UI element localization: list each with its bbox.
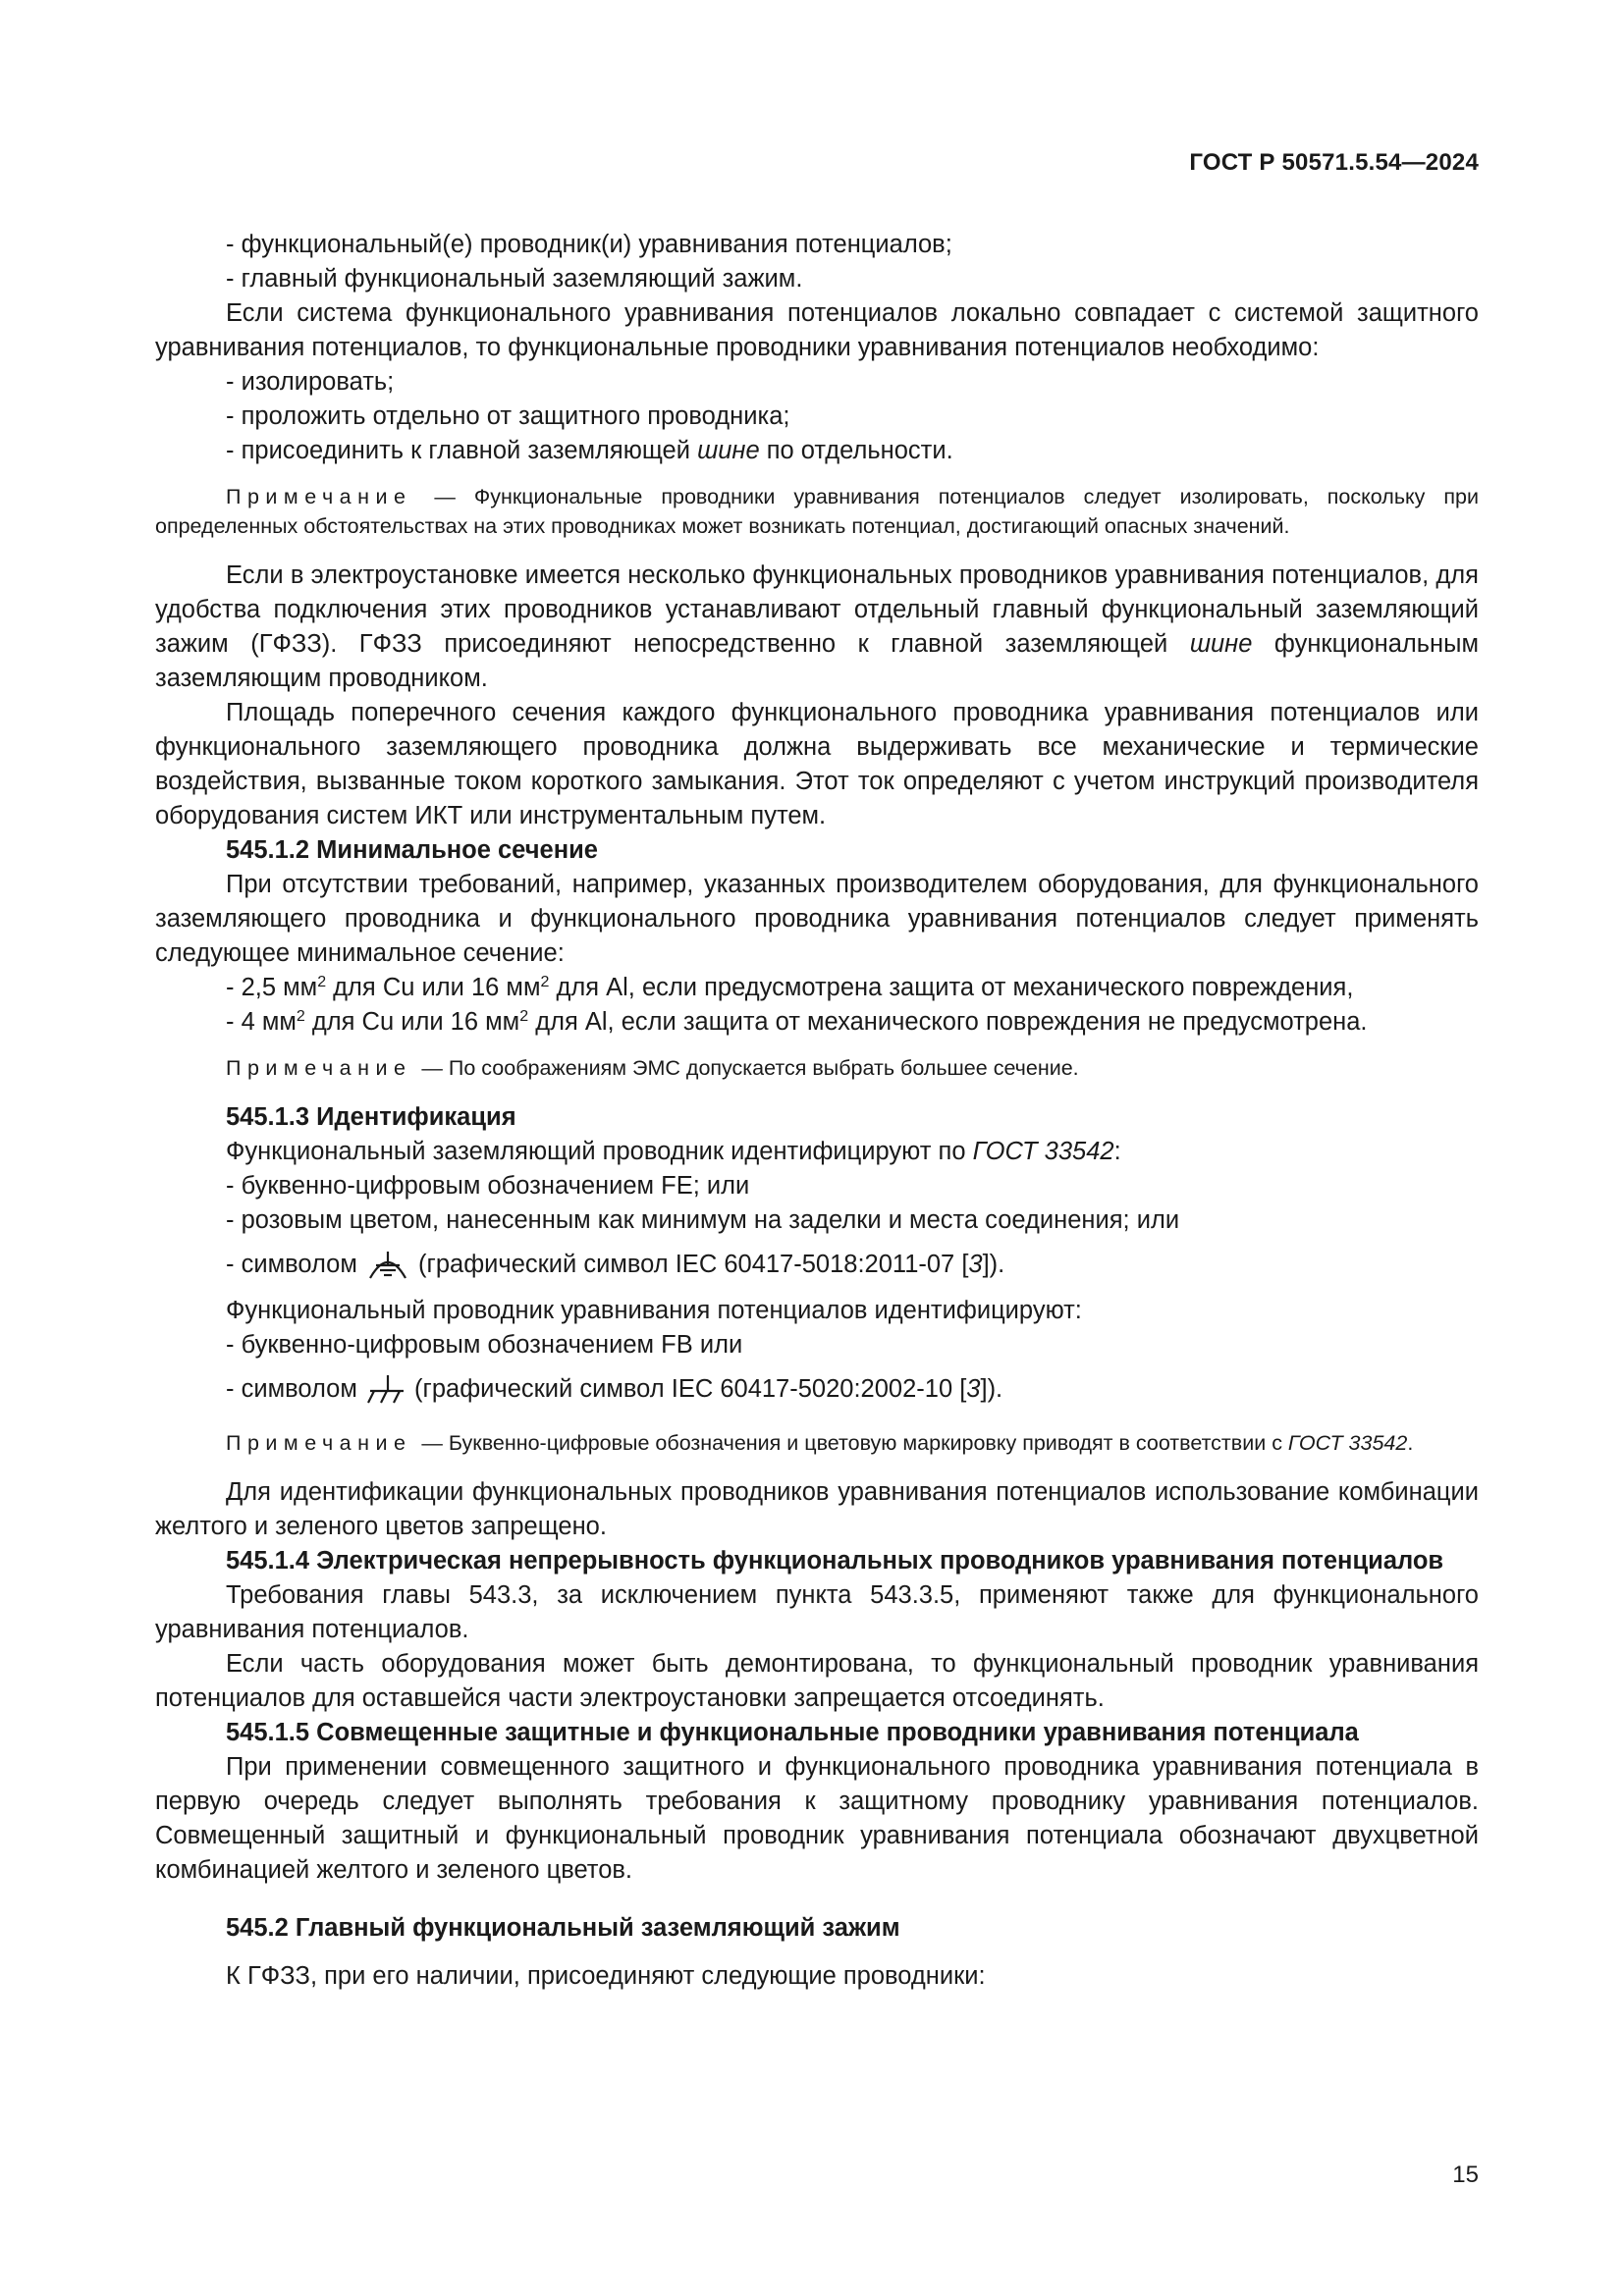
note-label: Примечание	[226, 1431, 412, 1455]
text: (графический символ IEC 60417-5020:2002-10 [	[406, 1375, 967, 1403]
document-header: ГОСТ Р 50571.5.54—2024	[1189, 149, 1479, 176]
paragraph: К ГФЗЗ, при его наличии, присоединяют следующие проводники:	[226, 1962, 986, 1990]
list-item: - главный функциональный заземляющий зажим.	[226, 265, 803, 293]
text: для Al, если предусмотрена защита от механического повреждения,	[549, 974, 1354, 1001]
list-item	[155, 1005, 1479, 1040]
section-heading: 545.1.2 Минимальное сечение	[226, 836, 598, 864]
section-heading: 545.1.4 Электрическая непрерывность функциональных проводников уравнивания потенциалов	[226, 1547, 1444, 1575]
note-label: Примечание	[226, 485, 412, 508]
spacer	[155, 1888, 1479, 1911]
page-number: 15	[1452, 2162, 1479, 2188]
list-item	[155, 971, 1479, 1005]
italic-term: шине	[1189, 630, 1253, 658]
paragraph: При отсутствии требований, например, указанных производителем оборудования, для функционального заземляющего проводника и функционального проводника уравнивания потенциалов следует применять следующее минимальное сечение:	[155, 871, 1479, 967]
text: функциональным заземляющим проводником.	[155, 630, 1479, 692]
list-item: - буквенно-цифровым обозначением FB или	[226, 1331, 743, 1359]
list-item: - проложить отдельно от защитного проводника;	[226, 402, 790, 430]
standard-ref: ГОСТ 33542	[972, 1138, 1114, 1165]
superscript: 2	[317, 974, 327, 990]
section-heading: 545.1.5 Совмещенные защитные и функциональные проводники уравнивания потенциала	[226, 1719, 1359, 1746]
list-item: - изолировать;	[226, 368, 395, 396]
text: ]).	[982, 1251, 1005, 1278]
text: Функциональный заземляющий проводник идентифицируют по	[226, 1138, 973, 1165]
text: для Al, если защита от механического повреждения не предусмотрена.	[528, 1008, 1368, 1036]
note-text: — Функциональные проводники уравнивания потенциалов следует изолировать, поскольку при определенных обстоятельствах на этих проводниках может возникать потенциал, достигающий опасных значений.	[155, 485, 1479, 538]
section-heading: 545.2 Главный функциональный заземляющий зажим	[226, 1914, 900, 1942]
list-item: - розовым цветом, нанесенным как минимум на заделки и места соединения; или	[226, 1206, 1180, 1234]
note-text: — По соображениям ЭМС допускается выбрать большее сечение.	[415, 1056, 1079, 1080]
citation: 3	[968, 1251, 983, 1278]
section-heading: 545.1.3 Идентификация	[226, 1103, 516, 1131]
note	[155, 1428, 1479, 1458]
text: по отдельности.	[759, 437, 953, 464]
text: - присоединить к главной заземляющей	[226, 437, 698, 464]
text: ]).	[980, 1375, 1003, 1403]
paragraph: При применении совмещенного защитного и функционального проводника уравнивания потенциала в первую очередь следует выполнять требования к защитному проводнику уравнивания потенциалов. Совмещенный защитный и функциональный проводник уравнивания потенциала обозначают двухцветной комбинацией желтого и зеленого цветов.	[155, 1753, 1479, 1884]
paragraph: Если часть оборудования может быть демонтирована, то функциональный проводник уравнивания потенциалов для оставшейся части электроустановки запрещается отсоединять.	[155, 1650, 1479, 1712]
list-item	[155, 1372, 1479, 1415]
paragraph: Если система функционального уравнивания потенциалов локально совпадает с системой защитного уравнивания потенциалов, то функциональные проводники уравнивания потенциалов необходимо:	[155, 299, 1479, 361]
spacer	[155, 1946, 1479, 1959]
text: :	[1113, 1138, 1121, 1165]
standard-ref: ГОСТ 33542	[1287, 1431, 1408, 1455]
paragraph	[155, 1135, 1479, 1169]
paragraph: Требования главы 543.3, за исключением пункта 543.3.5, применяют также для функционального уравнивания потенциалов.	[155, 1581, 1479, 1643]
citation: 3	[966, 1375, 981, 1403]
text: Если в электроустановке имеется несколько функциональных проводников уравнивания потенциалов, для удобства подключения этих проводников устанавливают отдельный главный функциональный заземляющий зажим (ГФЗЗ). ГФЗЗ присоединяют непосредственно к главной заземляющей	[155, 561, 1479, 658]
text: .	[1407, 1431, 1414, 1455]
text: (графический символ IEC 60417-5018:2011-07 [	[410, 1251, 969, 1278]
superscript: 2	[296, 1008, 305, 1025]
functional-earth-icon	[366, 1249, 409, 1290]
note	[155, 482, 1479, 541]
list-item	[155, 1248, 1479, 1290]
text: - символом	[226, 1251, 364, 1278]
text: - символом	[226, 1375, 364, 1403]
superscript: 2	[540, 974, 550, 990]
text: для Cu или 16 мм	[326, 974, 541, 1001]
list-item: - буквенно-цифровым обозначением FE; или	[226, 1172, 750, 1200]
text: - 2,5 мм	[226, 974, 318, 1001]
frame-bonding-icon	[366, 1373, 406, 1415]
list-item: - функциональный(е) проводник(и) уравнивания потенциалов;	[226, 231, 952, 258]
paragraph: Функциональный проводник уравнивания потенциалов идентифицируют:	[226, 1297, 1082, 1324]
text: для Cu или 16 мм	[304, 1008, 520, 1036]
italic-term: шине	[697, 437, 760, 464]
document-body	[155, 228, 1479, 1994]
note-label: Примечание	[226, 1056, 412, 1080]
superscript: 2	[519, 1008, 529, 1025]
text: - 4 мм	[226, 1008, 297, 1036]
paragraph: Для идентификации функциональных проводников уравнивания потенциалов использование комбинации желтого и зеленого цветов запрещено.	[155, 1478, 1479, 1540]
paragraph	[155, 559, 1479, 696]
list-item	[155, 434, 1479, 468]
paragraph: Площадь поперечного сечения каждого функционального проводника уравнивания потенциалов или функционального заземляющего проводника должна выдерживать все механические и термические воздействия, вызванные током короткого замыкания. Этот ток определяют с учетом инструкций производителя оборудования систем ИКТ или инструментальным путем.	[155, 699, 1479, 829]
note	[155, 1053, 1479, 1083]
note-text: — Буквенно-цифровые обозначения и цветовую маркировку приводят в соответствии с	[415, 1431, 1288, 1455]
